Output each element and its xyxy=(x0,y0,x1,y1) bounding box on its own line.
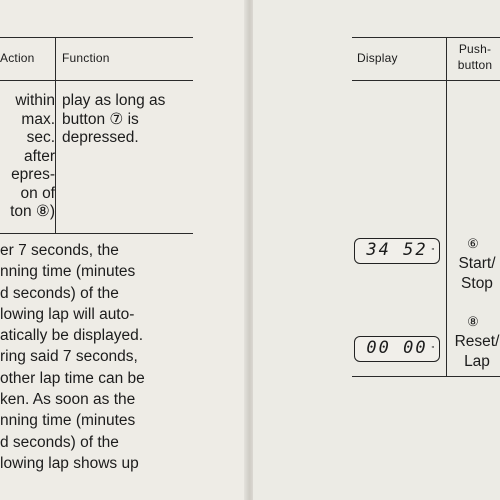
lcd-digits: 34 52 xyxy=(366,240,428,260)
action-cell: within max. sec. after epres- on of ton ⑧) xyxy=(10,92,55,220)
start-stop-button-label: Start/ Stop xyxy=(458,255,496,292)
table-bottom-rule xyxy=(352,376,500,377)
lcd-display-reset xyxy=(354,336,440,362)
left-page xyxy=(0,0,247,500)
table-column-divider xyxy=(446,37,447,376)
reset-lap-button-label: Reset/ Lap xyxy=(454,333,500,370)
display-column-header: Display xyxy=(357,51,398,65)
pushbutton-column-header: Push- button xyxy=(457,42,493,72)
table-bottom-rule xyxy=(0,233,193,234)
table-column-divider xyxy=(55,37,56,233)
table-top-rule xyxy=(352,37,500,38)
button-6-number: ⑥ xyxy=(467,236,479,251)
table-top-rule xyxy=(0,37,193,38)
lcd-display-running xyxy=(354,238,440,264)
function-cell: play as long as button ⑦ is depressed. xyxy=(62,92,166,146)
action-column-header: Action xyxy=(0,51,35,65)
lcd-digits: 00 00 xyxy=(366,338,428,358)
lcd-seconds-mark: " xyxy=(430,247,435,255)
right-page xyxy=(253,0,500,500)
lcd-seconds-mark: " xyxy=(430,345,435,353)
table-header-rule xyxy=(0,80,193,81)
instruction-paragraph: er 7 seconds, the nning time (minutes d seconds) of the lowing lap will auto- atically be displayed. ring said 7 seconds, other lap time can be ken. As soon as the nning time (minutes d seconds) of the lowing lap shows up xyxy=(0,242,145,472)
button-8-number: ⑧ xyxy=(467,314,479,329)
function-column-header: Function xyxy=(62,51,110,65)
table-header-rule xyxy=(352,80,500,81)
